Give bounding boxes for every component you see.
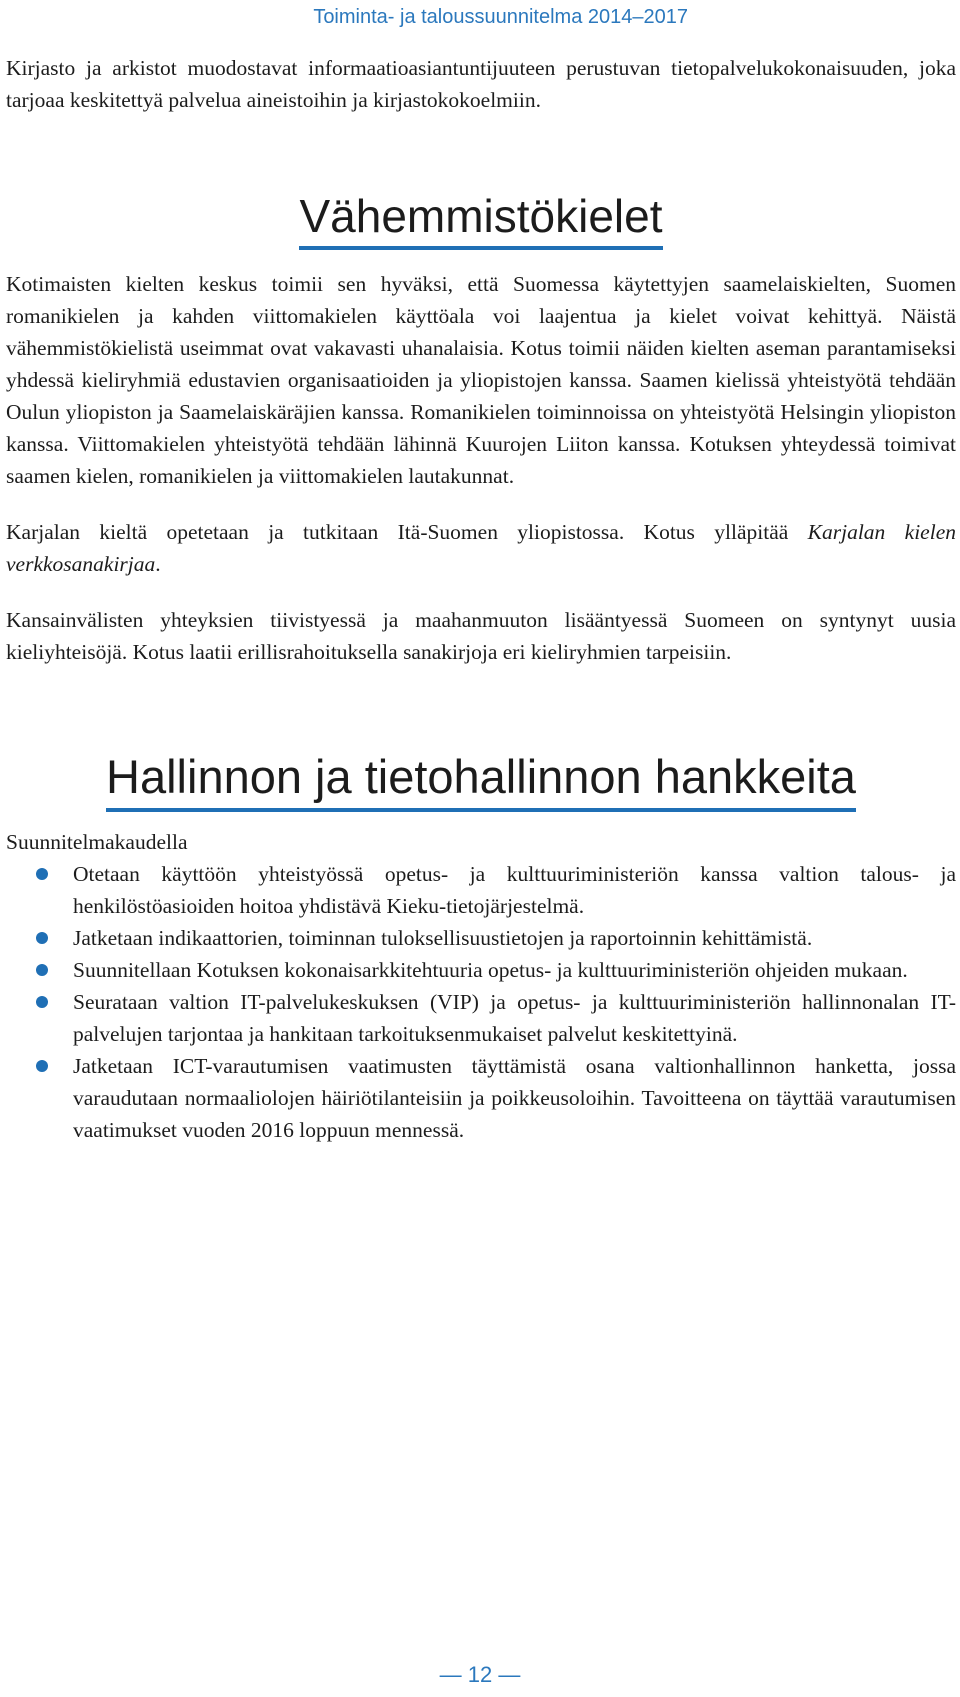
minority-paragraph-3: Kansainvälisten yhteyksien tiivistyessä ja maahanmuuton lisääntyessä Suomeen on syntynyt uusia kieliyhteisöjä. Kotus laatii erillisrahoituksella sanakirjoja eri kieliryhmien tarpeisiin. bbox=[6, 608, 956, 664]
page-content bbox=[6, 52, 956, 1146]
bullet-text: Jatketaan ICT-varautumisen vaatimusten täyttämistä osana valtionhallinnon hanketta, jossa varaudutaan normaaliolojen häiriötilanteisiin ja poikkeusoloihin. Tavoitteena on täyttää varautumisen vaatimukset vuoden 2016 loppuun mennessä. bbox=[73, 1054, 956, 1142]
bullet-item bbox=[6, 922, 956, 954]
bullet-dot-icon bbox=[36, 932, 48, 944]
spacer bbox=[6, 668, 956, 748]
intro-paragraph: Kirjasto ja arkistot muodostavat informaatioasiantuntijuuteen perustuvan tietopalvelukokonaisuuden, joka tarjoaa keskitettyä palvelua aineistoihin ja kirjastokokoelmiin. bbox=[6, 56, 956, 112]
minority-paragraph-1: Kotimaisten kielten keskus toimii sen hyväksi, että Suomessa käytettyjen saamelaiskielten, Suomen romanikielen ja kahden viittomakielen käyttöala voi laajentua ja kielet voivat kehittyä. Näistä vähemmistökielistä useimmat ovat vakavasti uhanalaisia. Kotus toimii näiden kielten aseman parantamiseksi yhdessä kieliryhmiä edustavien organisaatioiden ja yliopistojen kanssa. Saamen kielissä yhteistyötä tehdään Oulun yliopiston ja Saamelaiskäräjien kanssa. Romanikielen toiminnoissa on yhteistyötä Helsingin yliopiston kanssa. Viittomakielen yhteistyötä tehdään lähinnä Kuurojen Liiton kanssa. Kotuksen yhteydessä toimivat saamen kielen, romanikielen ja viittomakielen lautakunnat. bbox=[6, 272, 956, 488]
minority-paragraph-2-end: . bbox=[155, 552, 161, 576]
running-header-title: Toiminta- ja taloussuunnitelma 2014–2017 bbox=[313, 6, 688, 28]
dictionary-title: Karjalan kielen verkkosanakirjaa bbox=[6, 520, 956, 576]
bullet-item bbox=[6, 954, 956, 986]
heading-wrap bbox=[6, 748, 956, 812]
bullet-dot-icon bbox=[36, 996, 48, 1008]
minority-paragraph-2-text: Karjalan kieltä opetetaan ja tutkitaan Itä-Suomen yliopistossa. Kotus ylläpitää bbox=[6, 520, 808, 544]
bullet-item bbox=[6, 858, 956, 922]
bullet-text: Suunnitellaan Kotuksen kokonaisarkkitehtuuria opetus- ja kulttuuriministeriön ohjeiden mukaan. bbox=[73, 958, 908, 982]
bullet-dot-icon bbox=[36, 964, 48, 976]
bullet-dot-icon bbox=[36, 1060, 48, 1072]
heading-wrap bbox=[6, 188, 956, 250]
bullet-text: Jatketaan indikaattorien, toiminnan tuloksellisuustietojen ja raportoinnin kehittämistä. bbox=[73, 926, 813, 950]
spacer bbox=[6, 492, 956, 516]
spacer bbox=[6, 580, 956, 604]
section-heading-administration-projects: Hallinnon ja tietohallinnon hankkeita bbox=[106, 748, 856, 812]
planning-period-label: Suunnitelmakaudella bbox=[6, 830, 188, 854]
section-heading-minority-languages: Vähemmistökielet bbox=[299, 188, 662, 250]
spacer bbox=[6, 250, 956, 268]
bullet-text: Seurataan valtion IT-palvelukeskuksen (VIP) ja opetus- ja kulttuuriministeriön hallinnonalan IT-palvelujen tarjontaa ja hankitaan tarkoituksenmukaiset palvelut keskitettyinä. bbox=[73, 990, 956, 1046]
spacer bbox=[6, 812, 956, 826]
spacer bbox=[6, 116, 956, 188]
bullet-text: Otetaan käyttöön yhteistyössä opetus- ja kulttuuriministeriön kanssa valtion talous- ja henkilöstöasioiden hoitoa yhdistävä Kieku-tietojärjestelmä. bbox=[73, 862, 956, 918]
page-number: — 12 — bbox=[439, 1662, 521, 1687]
admin-bullet-list bbox=[6, 858, 956, 1146]
section-minority-languages bbox=[6, 188, 956, 668]
bullet-item bbox=[6, 986, 956, 1050]
bullet-dot-icon bbox=[36, 868, 48, 880]
section-administration-projects bbox=[6, 748, 956, 1146]
minority-paragraph-2 bbox=[6, 516, 956, 580]
bullet-item bbox=[6, 1050, 956, 1146]
